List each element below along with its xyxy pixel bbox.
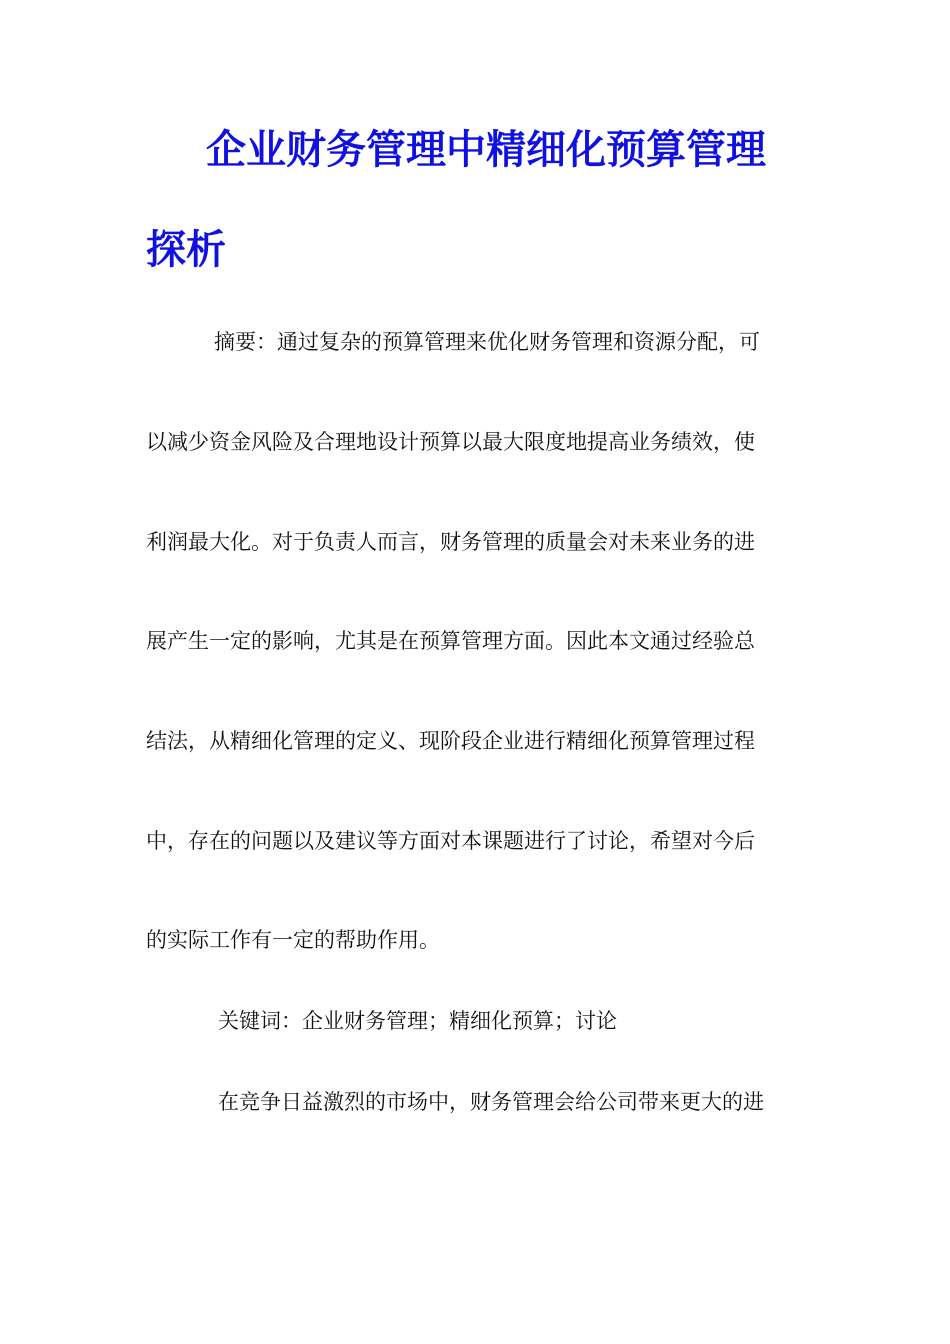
abstract-line: 以减少资金风险及合理地设计预算以最大限度地提高业务绩效，使: [146, 430, 755, 454]
abstract-line: 的实际工作有一定的帮助作用。: [146, 928, 440, 952]
abstract-line: 展产生一定的影响，尤其是在预算管理方面。因此本文通过经验总: [146, 629, 755, 653]
abstract-line: 利润最大化。对于负责人而言，财务管理的质量会对未来业务的进: [146, 530, 755, 554]
document-title-line-1: 企业财务管理中精细化预算管理: [206, 126, 766, 173]
document-title-line-2: 探析: [146, 226, 226, 273]
abstract-line: 中，存在的问题以及建议等方面对本课题进行了讨论，希望对今后: [146, 829, 755, 853]
body-paragraph-line: 在竞争日益激烈的市场中，财务管理会给公司带来更大的进: [218, 1090, 764, 1114]
abstract-line: 结法，从精细化管理的定义、现阶段企业进行精细化预算管理过程: [146, 729, 755, 753]
keywords-line: 关键词：企业财务管理；精细化预算；讨论: [218, 1009, 617, 1033]
abstract-line: 摘要：通过复杂的预算管理来优化财务管理和资源分配，可: [214, 330, 760, 354]
